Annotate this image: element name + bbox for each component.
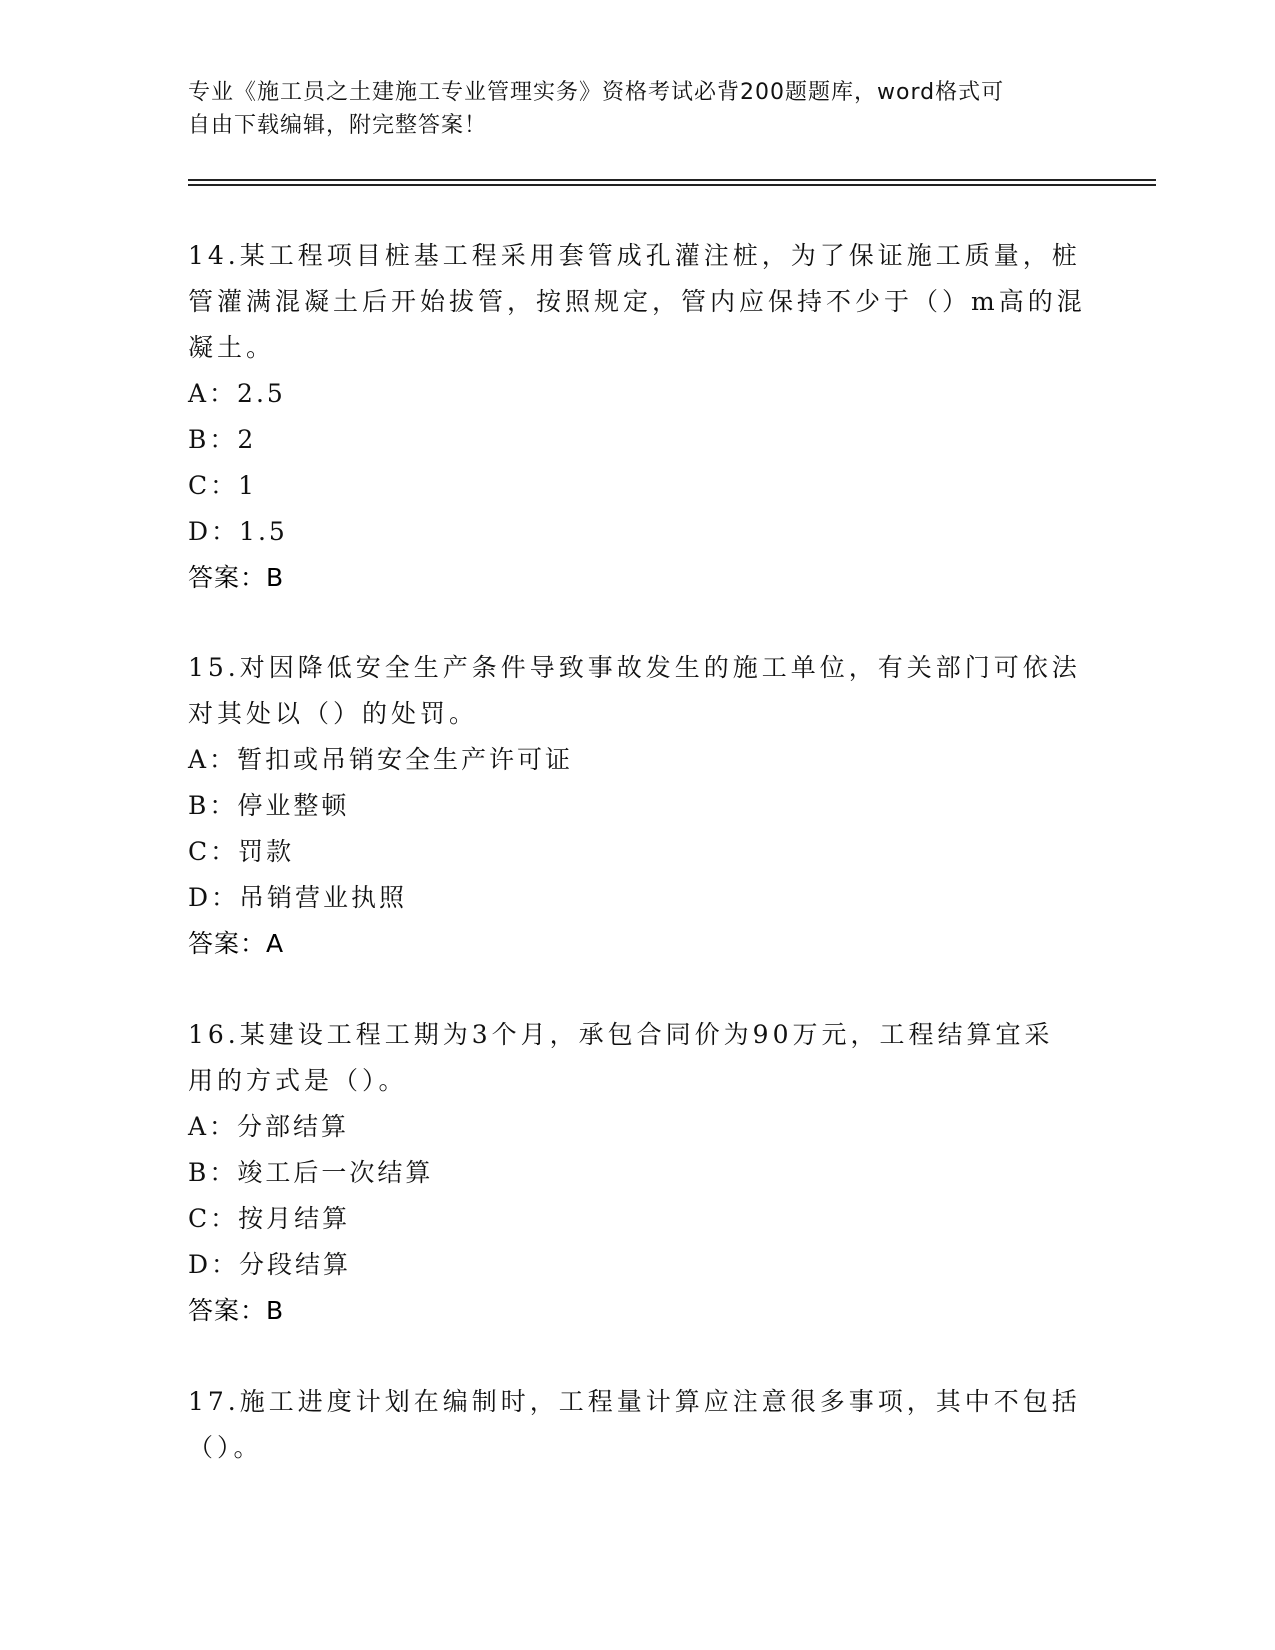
option-b: B：竣工后一次结算: [188, 1158, 434, 1187]
option-a: A：分部结算: [188, 1112, 350, 1141]
option-b: B：停业整顿: [188, 791, 350, 820]
question-text-line: 管灌满混凝土后开始拔管，按照规定，管内应保持不少于（）m高的混: [188, 287, 1086, 316]
option-d: D：吊销营业执照: [188, 883, 408, 912]
answer: 答案：B: [188, 563, 285, 592]
question-17: [188, 1379, 1088, 1471]
document-header: [188, 76, 1068, 142]
answer: 答案：B: [188, 1296, 285, 1325]
option-d: D：分段结算: [188, 1250, 352, 1279]
question-15: [188, 645, 1088, 967]
header-divider-bottom: [188, 184, 1156, 186]
option-b: B：2: [188, 425, 257, 454]
header-line-2: 自由下载编辑，附完整答案！: [188, 113, 488, 138]
option-c: C：1: [188, 471, 258, 500]
question-text-line: （）。: [188, 1433, 263, 1462]
header-line-1: 专业《施工员之土建施工专业管理实务》资格考试必背200题题库，word格式可: [188, 80, 1005, 105]
option-d: D：1.5: [188, 517, 288, 546]
option-a: A：2.5: [188, 379, 286, 408]
question-14: [188, 233, 1088, 601]
question-text-line: 14.某工程项目桩基工程采用套管成孔灌注桩，为了保证施工质量，桩: [188, 241, 1081, 270]
question-text-line: 凝土。: [188, 333, 276, 362]
option-c: C：罚款: [188, 837, 295, 866]
header-divider-top: [188, 179, 1156, 181]
question-text-line: 17.施工进度计划在编制时，工程量计算应注意很多事项，其中不包括: [188, 1387, 1081, 1416]
answer: 答案：A: [188, 929, 285, 958]
question-text-line: 对其处以（）的处罚。: [188, 699, 479, 728]
option-a: A：暂扣或吊销安全生产许可证: [188, 745, 574, 774]
option-c: C：按月结算: [188, 1204, 351, 1233]
question-text-line: 16.某建设工程工期为3个月，承包合同价为90万元，工程结算宜采: [188, 1020, 1054, 1049]
question-text-line: 用的方式是（）。: [188, 1066, 408, 1095]
question-text-line: 15.对因降低安全生产条件导致事故发生的施工单位，有关部门可依法: [188, 653, 1081, 682]
question-16: [188, 1012, 1088, 1334]
